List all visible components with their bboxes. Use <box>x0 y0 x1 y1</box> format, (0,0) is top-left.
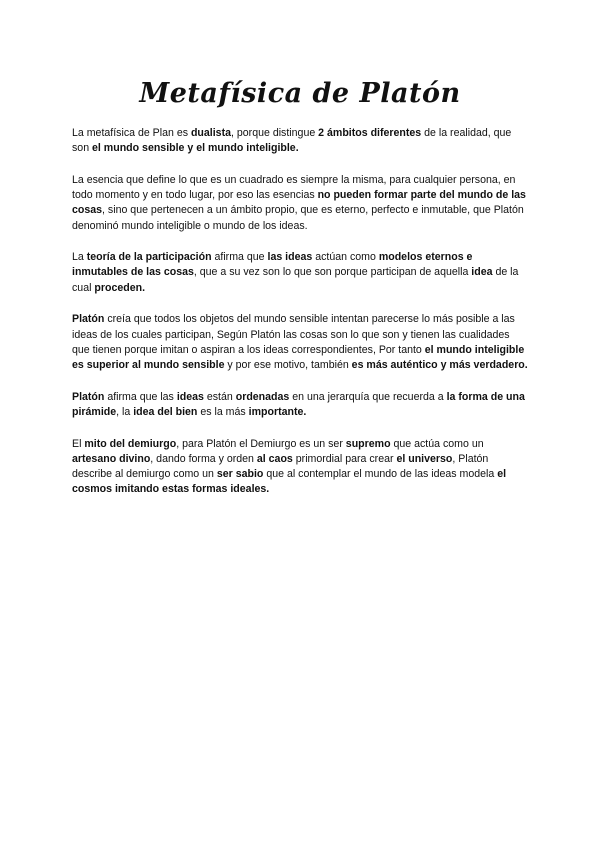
bold-text: Platón <box>72 390 105 403</box>
document-body <box>72 126 528 514</box>
bold-text: mito del demiurgo <box>84 437 177 450</box>
text-run: La metafísica de Plan es <box>72 127 191 139</box>
paragraph-6 <box>72 437 528 498</box>
bold-text: al caos <box>256 452 293 465</box>
text-run: La <box>72 251 87 264</box>
text-run: que actúa como un <box>390 437 484 450</box>
text-run: afirma que las <box>104 390 177 403</box>
bold-text: importante. <box>248 405 307 418</box>
text-run: que al contemplar el mundo de las ideas modela <box>263 467 498 480</box>
bold-text: ser sabio <box>216 467 264 480</box>
bold-text: idea del bien <box>133 405 198 418</box>
text-run: están <box>203 390 236 403</box>
paragraph-1 <box>72 126 528 156</box>
text-run: , dando forma y orden <box>150 452 257 465</box>
bold-text: supremo <box>345 437 391 450</box>
text-run: , porque distingue <box>231 127 319 139</box>
text-run: en una jerarquía que recuerda a <box>289 390 447 403</box>
text-run: creía que todos los objetos del mundo sensible intentan parecerse lo más posible a las ideas de los cuales participan, Según Platón las cosas son lo que son y tienen las cualidades que tienen porque imitan o aspiran a los ideas correspondientes, Por tanto <box>72 313 515 356</box>
page-title: Metafísica de Platón <box>139 78 461 109</box>
bold-text: la forma de una pirámide <box>72 390 525 418</box>
paragraph-3 <box>72 250 528 296</box>
text-run: , la <box>116 405 134 418</box>
text-run: El <box>72 437 85 450</box>
paragraph-5 <box>72 390 528 420</box>
bold-text: Platón <box>72 313 105 326</box>
bold-text: ideas <box>176 390 204 403</box>
bold-text: no pueden formar parte del mundo de las cosas <box>72 189 526 217</box>
bold-text: artesano divino <box>72 452 151 465</box>
text-run: actúan como <box>312 251 379 264</box>
bold-text: ordenadas <box>235 390 290 403</box>
bold-text: las ideas <box>267 251 313 264</box>
text-run: afirma que <box>211 251 268 264</box>
text-run: , para Platón el Demiurgo es un ser <box>176 437 346 450</box>
text-run: , sino que pertenecen a un ámbito propio, que es eterno, perfecto e inmutable, que Platón denominó mundo inteligible o mundo de los ideas. <box>72 204 524 232</box>
bold-text: el mundo sensible y el mundo inteligible. <box>92 142 299 155</box>
paragraph-4 <box>72 312 528 373</box>
text-run: de la cual <box>72 266 519 294</box>
bold-text: teoría de la participación <box>86 251 212 264</box>
text-run: es la más <box>197 405 249 418</box>
text-run: , Platón describe al demiurgo como un <box>72 452 489 480</box>
text-run: , que a su vez son lo que son porque participan de aquella <box>193 266 472 279</box>
bold-text: el mundo inteligible es superior al mundo sensible <box>72 343 525 371</box>
bold-text: proceden. <box>94 281 146 294</box>
bold-text: es más auténtico y más verdadero. <box>351 358 528 371</box>
text-run: y por ese motivo, también <box>224 358 352 371</box>
bold-text: el cosmos imitando estas formas ideales. <box>72 467 507 496</box>
bold-text: modelos eternos e inmutables de las cosas <box>72 251 473 279</box>
text-run: primordial para crear <box>292 452 397 465</box>
paragraph-2 <box>72 173 528 234</box>
text-run: La esencia que define lo que es un cuadrado es siempre la misma, para cualquier persona, en todo momento y en todo lugar, por eso las esencias <box>72 173 516 202</box>
bold-text: idea <box>471 266 493 279</box>
text-run: de la realidad, que son <box>72 127 512 155</box>
bold-text: el universo <box>396 452 453 465</box>
bold-text: dualista <box>190 127 231 139</box>
bold-text: 2 ámbitos diferentes <box>318 127 422 139</box>
